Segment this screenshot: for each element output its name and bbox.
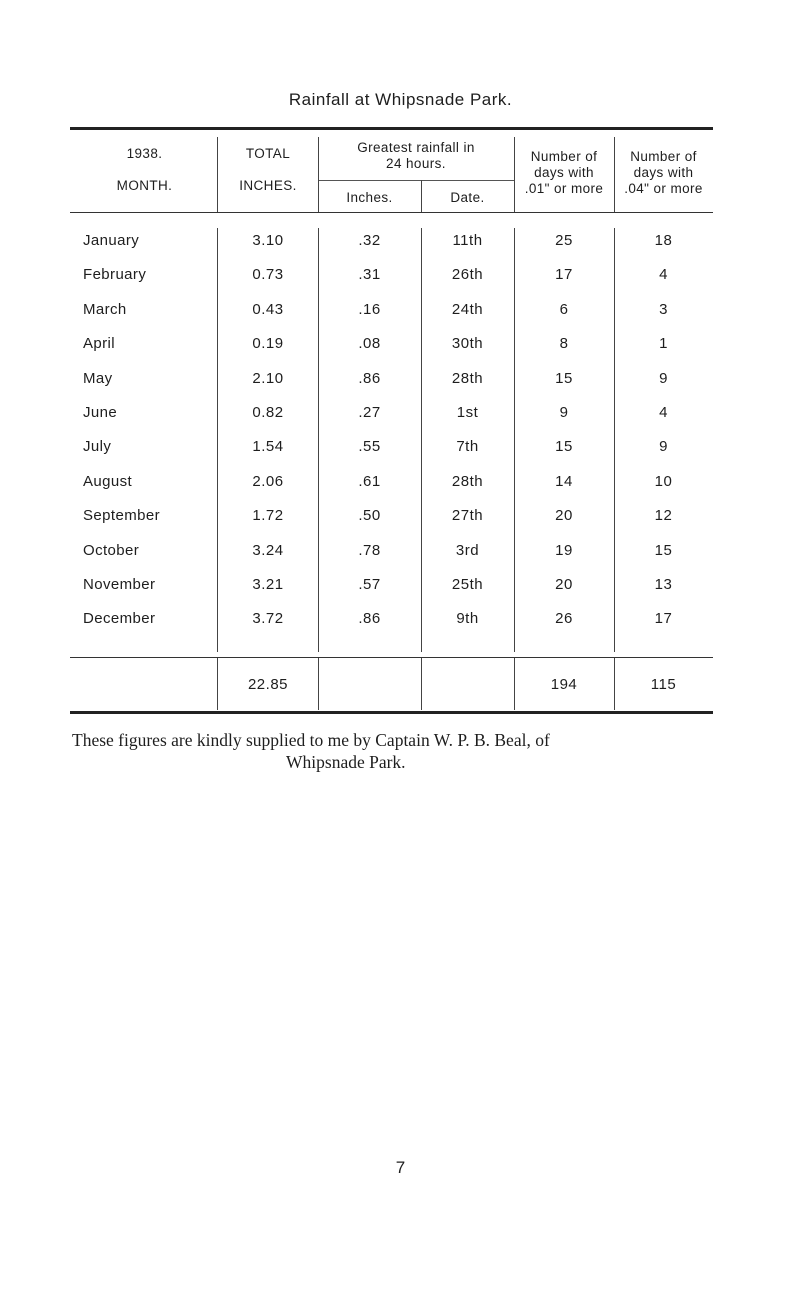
row-month: January: [83, 232, 140, 249]
cell-inches: .50: [358, 507, 381, 525]
cell-inches: .78: [358, 541, 381, 559]
cell-total: 0.19: [252, 335, 284, 353]
cell-total: 1.72: [252, 507, 284, 525]
cell-total: 0.82: [252, 404, 284, 421]
row-month: June: [83, 404, 118, 421]
cell-days01: 8: [559, 335, 569, 353]
header-inches: Inches.: [346, 190, 393, 205]
header-date: Date.: [450, 190, 485, 205]
cell-total: 0.43: [252, 300, 284, 318]
row-month: August: [83, 472, 133, 490]
cell-days04: 18: [654, 232, 673, 249]
cell-days01: 9: [559, 404, 569, 421]
header-days01-line3: .01" or more: [524, 181, 604, 196]
cell-date: 28th: [451, 472, 484, 490]
header-greatest-line2: 24 hours.: [386, 156, 446, 171]
header-total-line2: INCHES.: [239, 178, 297, 193]
cell-total: 2.10: [252, 369, 284, 387]
cell-inches: .31: [358, 266, 381, 284]
cell-days04: 1: [659, 335, 668, 353]
row-month: December: [83, 610, 156, 628]
cell-date: 3rd: [455, 541, 480, 559]
row-month: November: [83, 576, 156, 593]
col-line-1: [217, 137, 218, 212]
row-month: April: [83, 335, 116, 353]
cell-days04: 4: [659, 266, 668, 284]
cell-days04: 15: [654, 541, 673, 559]
col-line-2: [318, 137, 319, 212]
cell-date: 26th: [451, 266, 484, 284]
cell-days01: 19: [555, 541, 573, 559]
footnote-line2: Whipsnade Park.: [286, 752, 406, 772]
col-line-5: [614, 137, 615, 212]
cell-date: 11th: [452, 232, 483, 249]
cell-days01: 15: [555, 438, 573, 456]
totals-rule: [70, 657, 713, 658]
cell-total: 3.10: [252, 232, 284, 249]
row-month: March: [83, 300, 127, 318]
total-days04: 115: [650, 676, 677, 693]
cell-days01: 6: [559, 300, 569, 318]
cell-date: 27th: [451, 507, 484, 525]
cell-inches: .08: [358, 335, 381, 353]
header-days01-line2: days with: [534, 165, 594, 180]
cell-days01: 25: [555, 232, 573, 249]
cell-inches: .61: [358, 472, 381, 490]
cell-date: 9th: [456, 610, 479, 628]
footnote-line1: These figures are kindly supplied to me by Captain W. P. B. Beal, of: [72, 730, 550, 750]
cell-total: 3.21: [252, 576, 284, 593]
row-month: September: [83, 507, 160, 525]
row-month: February: [83, 266, 147, 284]
col-line-total-3: [421, 658, 422, 710]
cell-days04: 13: [654, 576, 673, 593]
cell-inches: .32: [358, 232, 381, 249]
footnote: [72, 729, 732, 773]
cell-total: 1.54: [252, 438, 284, 456]
cell-inches: .86: [358, 610, 381, 628]
cell-days01: 26: [555, 610, 573, 628]
cell-days01: 20: [555, 576, 573, 593]
total-days01: 194: [550, 676, 578, 693]
cell-date: 30th: [451, 335, 484, 353]
col-line-4: [514, 137, 515, 212]
header-month: MONTH.: [116, 178, 173, 193]
col-line-total-2: [318, 658, 319, 710]
total-inches: 22.85: [247, 676, 289, 693]
cell-total: 0.73: [252, 266, 284, 284]
cell-days04: 3: [659, 300, 668, 318]
cell-inches: .86: [358, 369, 381, 387]
header-total-line1: TOTAL: [245, 146, 291, 161]
subheader-rule: [318, 180, 514, 181]
cell-total: 3.24: [252, 541, 284, 559]
cell-days04: 17: [654, 610, 673, 628]
cell-inches: .57: [358, 576, 381, 593]
row-month: October: [83, 541, 140, 559]
cell-days04: 12: [654, 507, 673, 525]
cell-inches: .16: [358, 300, 381, 318]
header-year: 1938.: [126, 146, 163, 161]
cell-inches: .55: [358, 438, 381, 456]
cell-days01: 15: [555, 369, 573, 387]
cell-date: 7th: [456, 438, 479, 456]
cell-days04: 9: [659, 438, 668, 456]
cell-days01: 17: [555, 266, 573, 284]
cell-total: 2.06: [252, 472, 284, 490]
cell-date: 24th: [451, 300, 484, 318]
header-days04-line2: days with: [633, 165, 694, 180]
cell-days04: 9: [659, 369, 668, 387]
header-days04-line1: Number of: [630, 149, 697, 164]
cell-date: 28th: [451, 369, 484, 387]
page-number: 7: [395, 1158, 406, 1177]
header-bottom-rule: [70, 212, 713, 213]
header-greatest-line1: Greatest rainfall in: [357, 140, 475, 155]
header-days04-line3: .04" or more: [624, 181, 703, 196]
cell-days01: 14: [555, 472, 573, 490]
header-days01-line1: Number of: [530, 149, 598, 164]
row-month: July: [83, 438, 112, 456]
table-top-rule: [70, 127, 713, 130]
page-title: Rainfall at Whipsnade Park.: [288, 90, 513, 109]
cell-days04: 4: [659, 404, 668, 421]
row-month: May: [83, 369, 113, 387]
cell-days01: 20: [555, 507, 573, 525]
cell-date: 1st: [456, 404, 479, 421]
cell-inches: .27: [358, 404, 381, 421]
cell-date: 25th: [451, 576, 484, 593]
table-bottom-rule: [70, 711, 713, 714]
cell-days04: 10: [654, 472, 673, 490]
col-line-3: [421, 180, 422, 212]
cell-total: 3.72: [252, 610, 284, 628]
